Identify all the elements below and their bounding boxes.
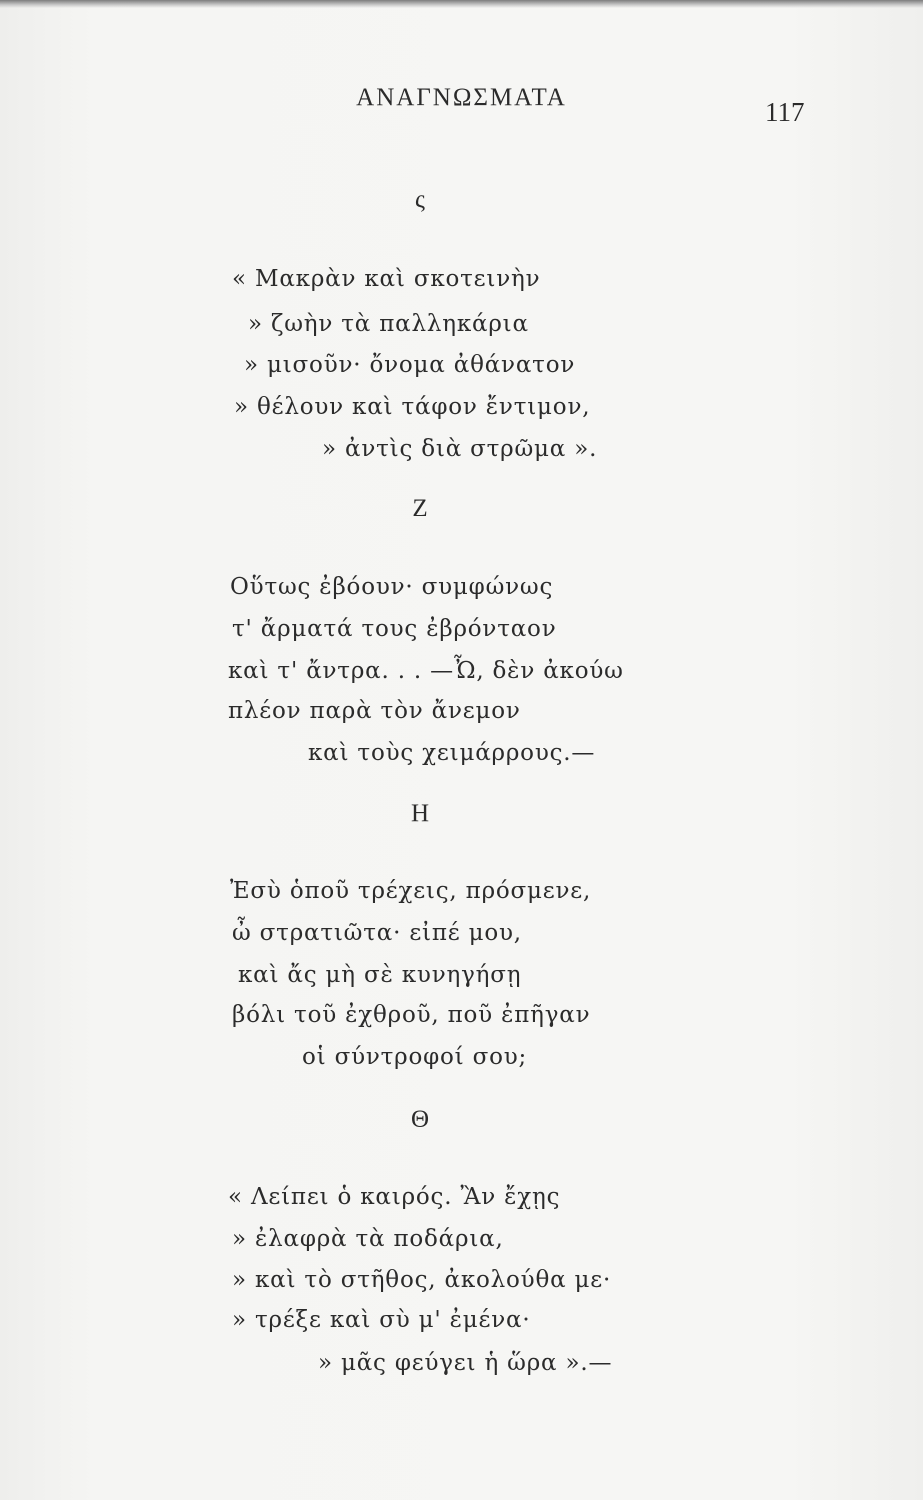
verse-line: » τρέξε καὶ σὺ μ' ἐμένα·	[232, 1307, 531, 1333]
verse-line: βόλι τοῦ ἐχθροῦ, ποῦ ἐπῆγαν	[232, 1002, 591, 1028]
verse-line: » ἐλαφρὰ τὰ ποδάρια,	[232, 1226, 504, 1252]
verse-line: » μᾶς φεύγει ἡ ὥρα ».—	[318, 1350, 613, 1376]
section-mark: Ζ	[412, 495, 428, 522]
verse-line: « Μακρὰν καὶ σκοτεινὴν	[232, 266, 541, 292]
verse-line: » καὶ τὸ στῆθος, ἀκολούθα με·	[232, 1267, 612, 1293]
verse-line: πλέον παρὰ τὸν ἄνεμον	[228, 698, 521, 724]
verse-line: τ' ἄρματά τους ἐβρόνταον	[232, 616, 557, 642]
verse-line: οἱ σύντροφοί σου;	[302, 1044, 528, 1070]
verse-line: » ζωὴν τὰ παλληκάρια	[248, 311, 529, 337]
verse-line: » μισοῦν· ὄνομα ἀθάνατον	[244, 352, 576, 378]
verse-line: Οὕτως ἐβόουν· συμφώνως	[230, 574, 554, 600]
verse-line: καὶ τοὺς χειμάρρους.—	[308, 740, 596, 766]
page-top-edge	[0, 0, 923, 8]
verse-line: καὶ τ' ἄντρα. . . —Ὦ, δὲν ἀκούω	[228, 658, 624, 684]
section-mark: Η	[410, 800, 430, 827]
running-title: ΑΝΑΓΝΩΣΜΑΤΑ	[356, 84, 567, 111]
section-mark: ς	[415, 186, 425, 213]
section-mark: Θ	[410, 1106, 430, 1133]
verse-line: » θέλουν καὶ τάφον ἔντιμον,	[234, 394, 591, 420]
page-number: 117	[765, 97, 805, 127]
verse-line: ὦ στρατιῶτα· εἰπέ μου,	[232, 920, 522, 946]
verse-line: Ἐσὺ ὁποῦ τρέχεις, πρόσμενε,	[230, 878, 592, 904]
verse-line: καὶ ἄς μὴ σὲ κυνηγήσῃ	[238, 962, 522, 988]
verse-line: » ἀντὶς διὰ στρῶμα ».	[322, 436, 598, 462]
verse-line: « Λείπει ὁ καιρός. Ἂν ἔχῃς	[228, 1184, 561, 1210]
